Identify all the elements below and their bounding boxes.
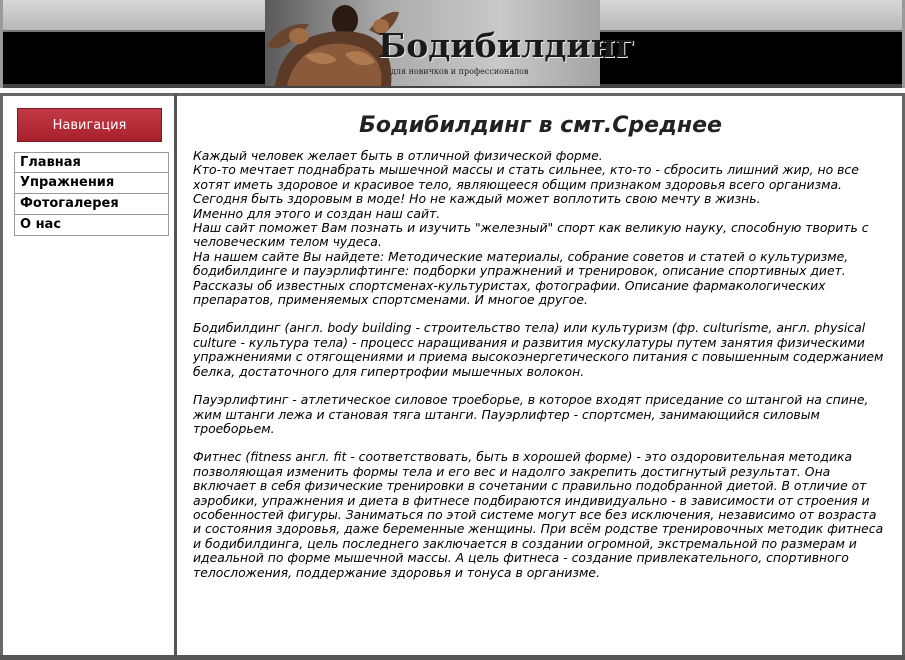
logo-subtitle: для новичков и профессионалов	[391, 67, 529, 76]
nav-item-photo-gallery[interactable]: Фотогалерея	[14, 194, 169, 215]
bodybuilding-paragraph: Бодибилдинг (англ. body building - строительство тела) или культуризм (фр. culturisme, англ. physical culture - культура тела) - процесс наращивания и развития мускулатуры путем занятия физическими упражнениями с отягощениями и приема высокоэнергетического питания с повышенным содержанием белка, достаточного для гипертрофии мышечных волокон.	[193, 320, 884, 379]
column-divider	[174, 93, 177, 660]
frame-bottom-border	[0, 655, 905, 660]
frame-top-border	[0, 93, 905, 96]
navigation-menu	[14, 152, 169, 236]
logo-title: Бодибилдинг	[378, 26, 636, 65]
fitness-paragraph: Фитнес (fitness англ. fit - соответствовать, быть в хорошей форме) - это оздоровительная методика позволяющая изменить формы тела и его вес и надолго закрепить достигнутый результат. Она включает в себя физические тренировки в сочетании с правильно подобранной диетой. В отличие от аэробики, упражнения и диета в фитнесе подбираются индивидуально - в зависимости от строения и особенностей фигуры. Заниматься по этой системе могут все без исключения, независимо от возраста и состояния здоровья, даже беременные женщины. При всём родстве тренировочных методик фитнеса и бодибилдинга, цель последнего заключается в создании огромной, экстремальной по размерам и идеальной по форме мышечной массы. А цель фитнеса - создание привлекательного, спортивного телосложения, поддержание здоровья и тонуса в организме.	[193, 449, 884, 580]
nav-item-exercises[interactable]: Упражнения	[14, 173, 169, 194]
intro-paragraph: Каждый человек желает быть в отличной физической форме. Кто-то мечтает поднабрать мышечной массы и стать сильнее, кто-то - сбросить лишний жир, но все хотят иметь здоровое и красивое тело, являющееся общим признаком здоровья всего организма. Сегодня быть здоровым в моде! Но не каждый может воплотить свою мечту в жизнь. Именно для этого и создан наш сайт. Наш сайт поможет Вам познать и изучить "железный" спорт как великую науку, способную творить с человеческим телом чудеса. На нашем сайте Вы найдете: Методические материалы, собрание советов и статей о культуризме, бодибилдинге и пауэрлифтинге: подборки упражнений и тренировок, описание спортивных диет. Рассказы об известных спортсменах-культуристах, фотографии. Описание фармакологических препаратов, применяемых спортсменами. И многое другое.	[193, 148, 869, 308]
page-title: Бодибилдинг в смт.Среднее	[359, 113, 722, 138]
powerlifting-paragraph: Пауэрлифтинг - атлетическое силовое троеборье, в которое входят приседание со штангой на спине, жим штанги лежа и становая тяга штанги. Пауэрлифтер - спортсмен, занимающийся силовым троеборьем.	[193, 392, 869, 436]
navigation-heading: Навигация	[17, 108, 162, 142]
main-content	[193, 113, 888, 594]
header-left-edge	[0, 0, 3, 88]
nav-item-home[interactable]: Главная	[14, 152, 169, 173]
frame-left-border	[0, 93, 3, 660]
site-banner[interactable]	[265, 0, 636, 86]
nav-item-about[interactable]: О нас	[14, 215, 169, 236]
